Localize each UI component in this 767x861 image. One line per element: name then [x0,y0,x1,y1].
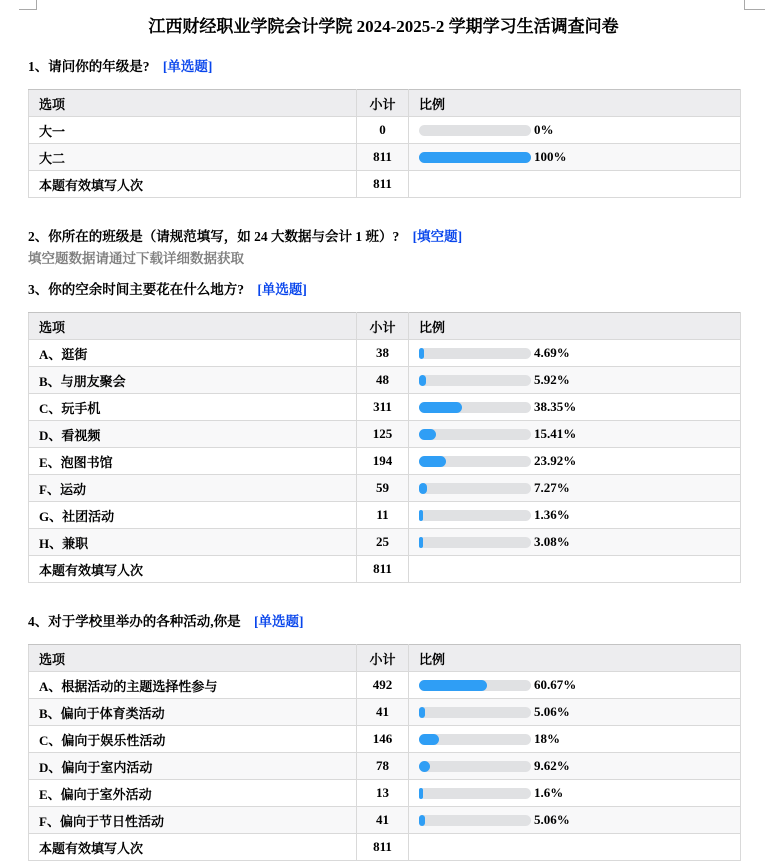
table-total-row [29,556,741,583]
progress-track [419,348,531,359]
option-count: 38 [357,340,409,367]
column-header-ratio: 比例 [409,90,741,117]
option-label: F、偏向于节日性活动 [29,807,357,834]
progress-bar [419,785,740,801]
question-1-title [28,58,767,76]
column-header-option: 选项 [29,313,357,340]
table-row [29,394,741,421]
question-2-type-link[interactable]: [填空题] [412,229,463,244]
column-header-count: 小计 [357,313,409,340]
progress-track [419,510,531,521]
progress-track [419,483,531,494]
table-total-row [29,834,741,861]
progress-bar [419,507,740,523]
table-row [29,502,741,529]
option-label: 大二 [29,144,357,171]
progress-track [419,429,531,440]
progress-fill [419,788,423,799]
option-count: 0 [357,117,409,144]
table-header-row [29,90,741,117]
total-label: 本题有效填写人次 [29,556,357,583]
table-row [29,753,741,780]
question-1-type-link[interactable]: [单选题] [162,59,213,74]
question-3-type-link[interactable]: [单选题] [257,282,307,297]
percent-label: 5.92% [534,372,570,387]
column-header-ratio: 比例 [409,313,741,340]
option-count: 492 [357,672,409,699]
total-count: 811 [357,171,409,198]
column-header-option: 选项 [29,90,357,117]
option-label: B、偏向于体育类活动 [29,699,357,726]
page-corner-mark-right [744,0,765,10]
table-row [29,475,741,502]
option-count: 59 [357,475,409,502]
progress-bar [419,426,740,442]
progress-track [419,680,531,691]
option-count: 11 [357,502,409,529]
question-4-text: 4、对于学校里举办的各种活动,你是 [28,614,241,629]
table-row [29,367,741,394]
table-row [29,726,741,753]
empty-cell [409,171,741,198]
table-row [29,117,741,144]
progress-bar [419,758,740,774]
option-label: B、与朋友聚会 [29,367,357,394]
option-label: D、看视频 [29,421,357,448]
percent-label: 1.6% [534,785,564,800]
option-count: 41 [357,807,409,834]
progress-fill [419,152,531,163]
progress-fill [419,429,436,440]
option-label: E、泡图书馆 [29,448,357,475]
option-count: 13 [357,780,409,807]
question-4-title [28,613,767,631]
column-header-count: 小计 [357,645,409,672]
progress-bar [419,731,740,747]
option-label: F、运动 [29,475,357,502]
table-header-row [29,645,741,672]
progress-track [419,761,531,772]
progress-track [419,788,531,799]
percent-label: 9.62% [534,758,570,773]
question-4-table [28,644,741,861]
progress-bar [419,149,740,165]
percent-label: 15.41% [534,426,577,441]
table-row [29,780,741,807]
question-3-table [28,312,741,583]
table-row [29,340,741,367]
option-label: C、偏向于娱乐性活动 [29,726,357,753]
question-1-table [28,89,741,198]
progress-track [419,125,531,136]
progress-bar [419,372,740,388]
empty-cell [409,556,741,583]
option-count: 78 [357,753,409,780]
progress-track [419,152,531,163]
table-row [29,144,741,171]
option-count: 48 [357,367,409,394]
percent-label: 100% [534,149,567,164]
page-corner-mark-left [19,0,37,10]
progress-track [419,734,531,745]
total-count: 811 [357,834,409,861]
question-2-title [28,228,767,246]
percent-label: 0% [534,122,554,137]
progress-fill [419,375,426,386]
question-3-text: 3、你的空余时间主要花在什么地方? [28,282,244,297]
total-count: 811 [357,556,409,583]
empty-cell [409,834,741,861]
progress-fill [419,815,425,826]
option-count: 311 [357,394,409,421]
column-header-option: 选项 [29,645,357,672]
option-label: A、逛街 [29,340,357,367]
option-count: 811 [357,144,409,171]
progress-bar [419,534,740,550]
progress-track [419,375,531,386]
percent-label: 1.36% [534,507,570,522]
percent-label: 5.06% [534,812,570,827]
percent-label: 23.92% [534,453,577,468]
progress-fill [419,348,424,359]
option-label: A、根据活动的主题选择性参与 [29,672,357,699]
table-total-row [29,171,741,198]
progress-bar [419,345,740,361]
question-4-type-link[interactable]: [单选题] [254,614,304,629]
option-count: 125 [357,421,409,448]
progress-bar [419,812,740,828]
progress-fill [419,483,427,494]
progress-fill [419,510,423,521]
option-label: D、偏向于室内活动 [29,753,357,780]
progress-fill [419,537,423,548]
percent-label: 18% [534,731,560,746]
question-1-text: 1、请问你的年级是? [28,59,150,74]
total-label: 本题有效填写人次 [29,834,357,861]
percent-label: 38.35% [534,399,577,414]
progress-fill [419,734,439,745]
table-header-row [29,313,741,340]
percent-label: 5.06% [534,704,570,719]
progress-fill [419,761,430,772]
option-label: H、兼职 [29,529,357,556]
table-row [29,672,741,699]
option-label: E、偏向于室外活动 [29,780,357,807]
progress-bar [419,677,740,693]
option-label: G、社团活动 [29,502,357,529]
total-label: 本题有效填写人次 [29,171,357,198]
question-2-text: 2、你所在的班级是（请规范填写，如 24 大数据与会计 1 班）? [28,229,400,244]
question-3-title [28,281,767,299]
progress-track [419,815,531,826]
percent-label: 3.08% [534,534,570,549]
report-body [0,58,767,861]
progress-fill [419,680,487,691]
progress-bar [419,453,740,469]
option-count: 41 [357,699,409,726]
progress-track [419,707,531,718]
table-row [29,529,741,556]
progress-track [419,456,531,467]
option-count: 25 [357,529,409,556]
table-row [29,699,741,726]
progress-bar [419,122,740,138]
table-row [29,421,741,448]
table-row [29,807,741,834]
question-2-note: 填空题数据请通过下载详细数据获取 [28,251,244,266]
percent-label: 60.67% [534,677,577,692]
progress-fill [419,456,446,467]
option-label: 大一 [29,117,357,144]
progress-track [419,402,531,413]
percent-label: 4.69% [534,345,570,360]
progress-track [419,537,531,548]
option-label: C、玩手机 [29,394,357,421]
column-header-ratio: 比例 [409,645,741,672]
option-count: 194 [357,448,409,475]
percent-label: 7.27% [534,480,570,495]
column-header-count: 小计 [357,90,409,117]
page-title: 江西财经职业学院会计学院 2024-2025-2 学期学习生活调查问卷 [148,17,619,36]
option-count: 146 [357,726,409,753]
progress-bar [419,399,740,415]
progress-bar [419,480,740,496]
progress-bar [419,704,740,720]
progress-fill [419,707,425,718]
progress-fill [419,402,462,413]
table-row [29,448,741,475]
